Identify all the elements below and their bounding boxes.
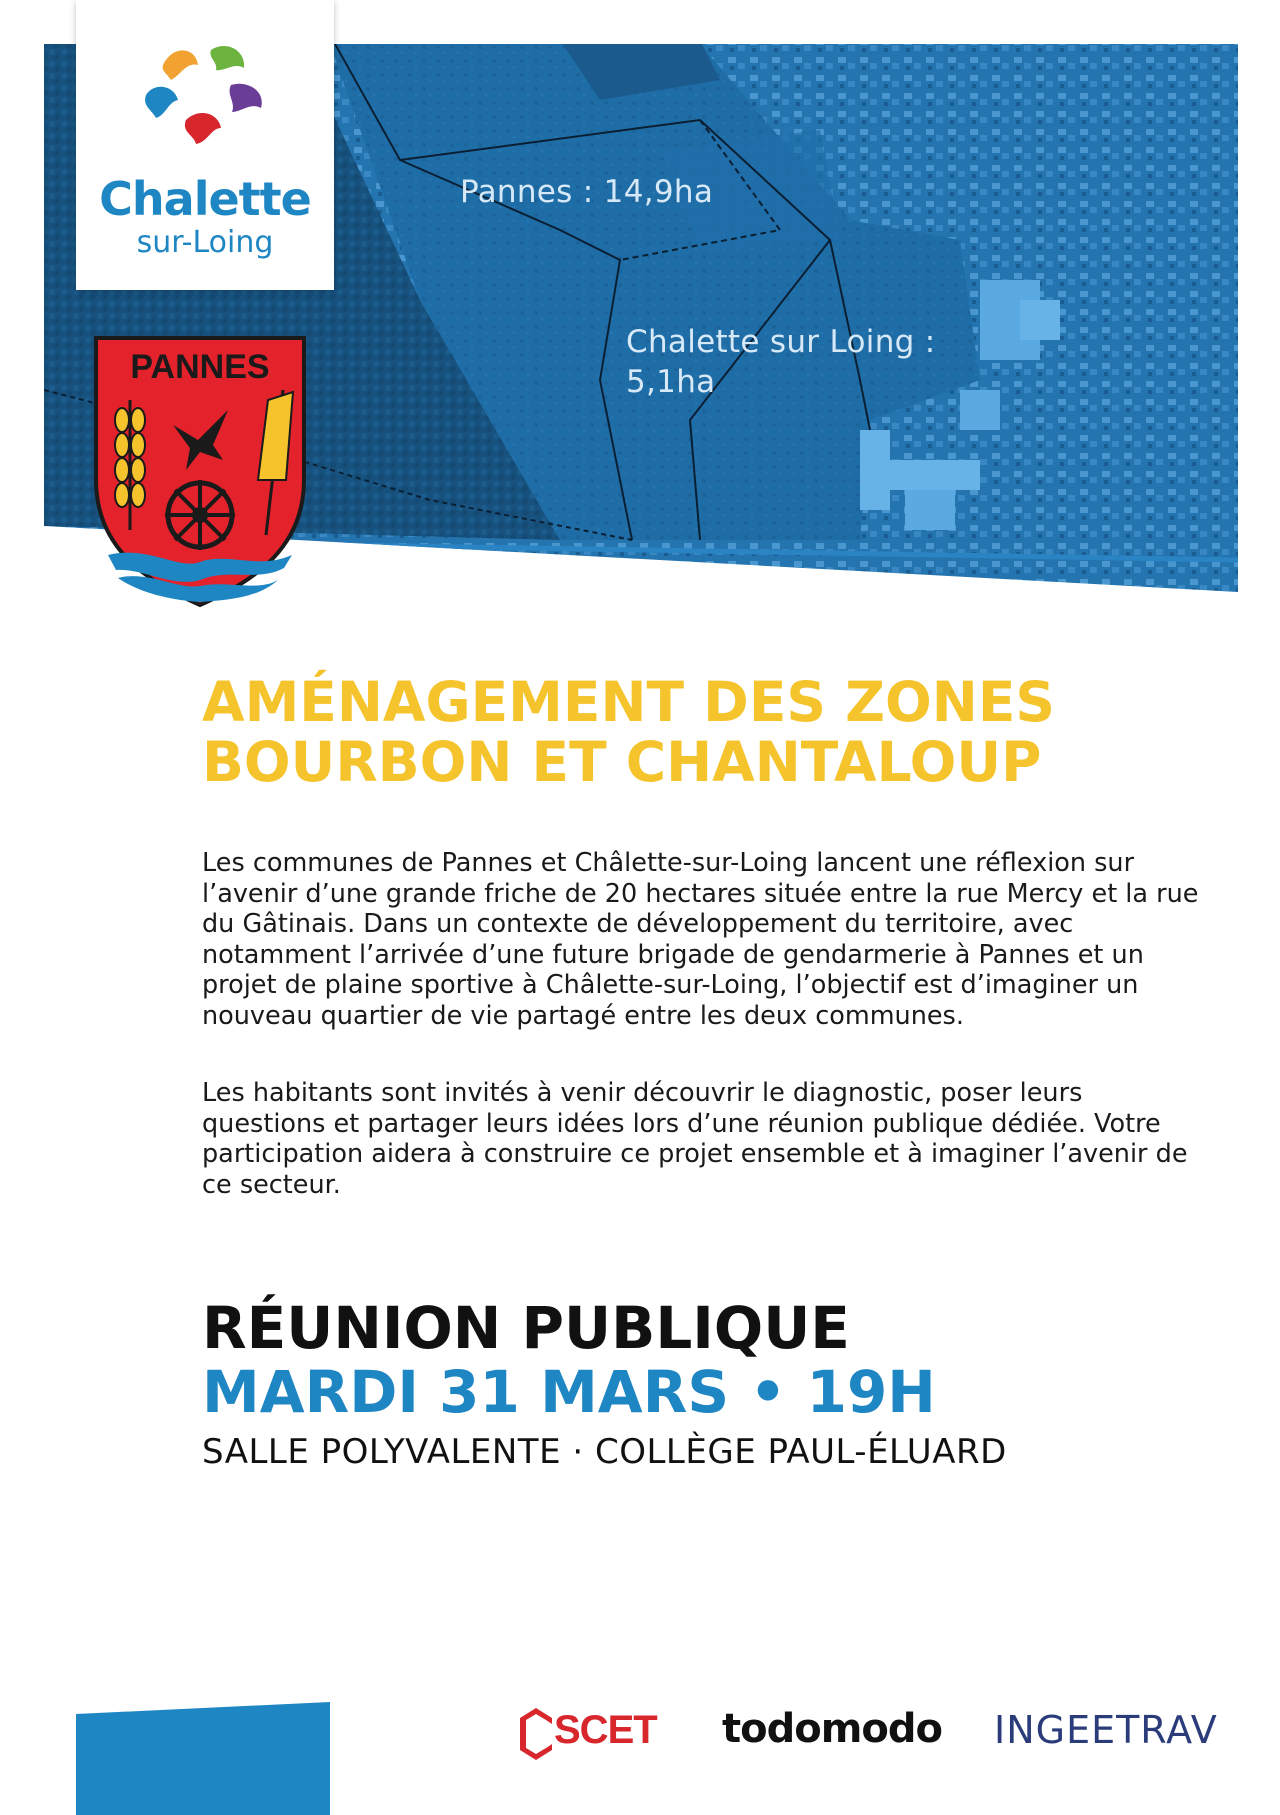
- pannes-crest-icon: [88, 330, 312, 610]
- meeting-date: MARDI 31 MARS • 19H: [202, 1358, 936, 1426]
- body-paragraph-2: Les habitants sont invités à venir découvrir le diagnostic, poser leurs questions et partager leurs idées lors d’une réunion publique dédiée. Votre participation aidera à construire ce projet ensemble et à imaginer l’avenir de ce secteur.: [202, 1078, 1188, 1200]
- meeting-venue: SALLE POLYVALENTE · COLLÈGE PAUL-ÉLUARD: [202, 1432, 1007, 1472]
- meeting-title: RÉUNION PUBLIQUE: [202, 1294, 850, 1362]
- logo-subtitle: sur-Loing: [136, 225, 274, 260]
- ingeetrav-logo: INGEETRAV: [994, 1708, 1218, 1752]
- scet-logo-text: SCET: [554, 1708, 657, 1752]
- todomodo-logo: todomodo: [722, 1706, 942, 1752]
- chalette-logo: [76, 0, 334, 290]
- map-label-chalette: Chalette sur Loing : 5,1ha: [626, 324, 936, 400]
- headline: AMÉNAGEMENT DES ZONES BOURBON ET CHANTALOUP: [202, 670, 1056, 794]
- body-paragraph-1: Les communes de Pannes et Châlette-sur-Loing lancent une réflexion sur l’avenir d’une grande friche de 20 hectares située entre la rue Mercy et la rue du Gâtinais. Dans un contexte de développement du territoire, avec notamment l’arrivée d’une future brigade de gendarmerie à Pannes et un projet de plaine sportive à Châlette-sur-Loing, l’objectif est d’imaginer un nouveau quartier de vie partagé entre les deux communes.: [202, 848, 1199, 1031]
- map-label-pannes: Pannes : 14,9ha: [460, 174, 714, 210]
- logo-name: Chalette: [99, 172, 311, 226]
- doves-logo-icon: [136, 40, 276, 160]
- footer-blue-block: [76, 1702, 330, 1815]
- svg-text:PANNES: PANNES: [130, 348, 270, 386]
